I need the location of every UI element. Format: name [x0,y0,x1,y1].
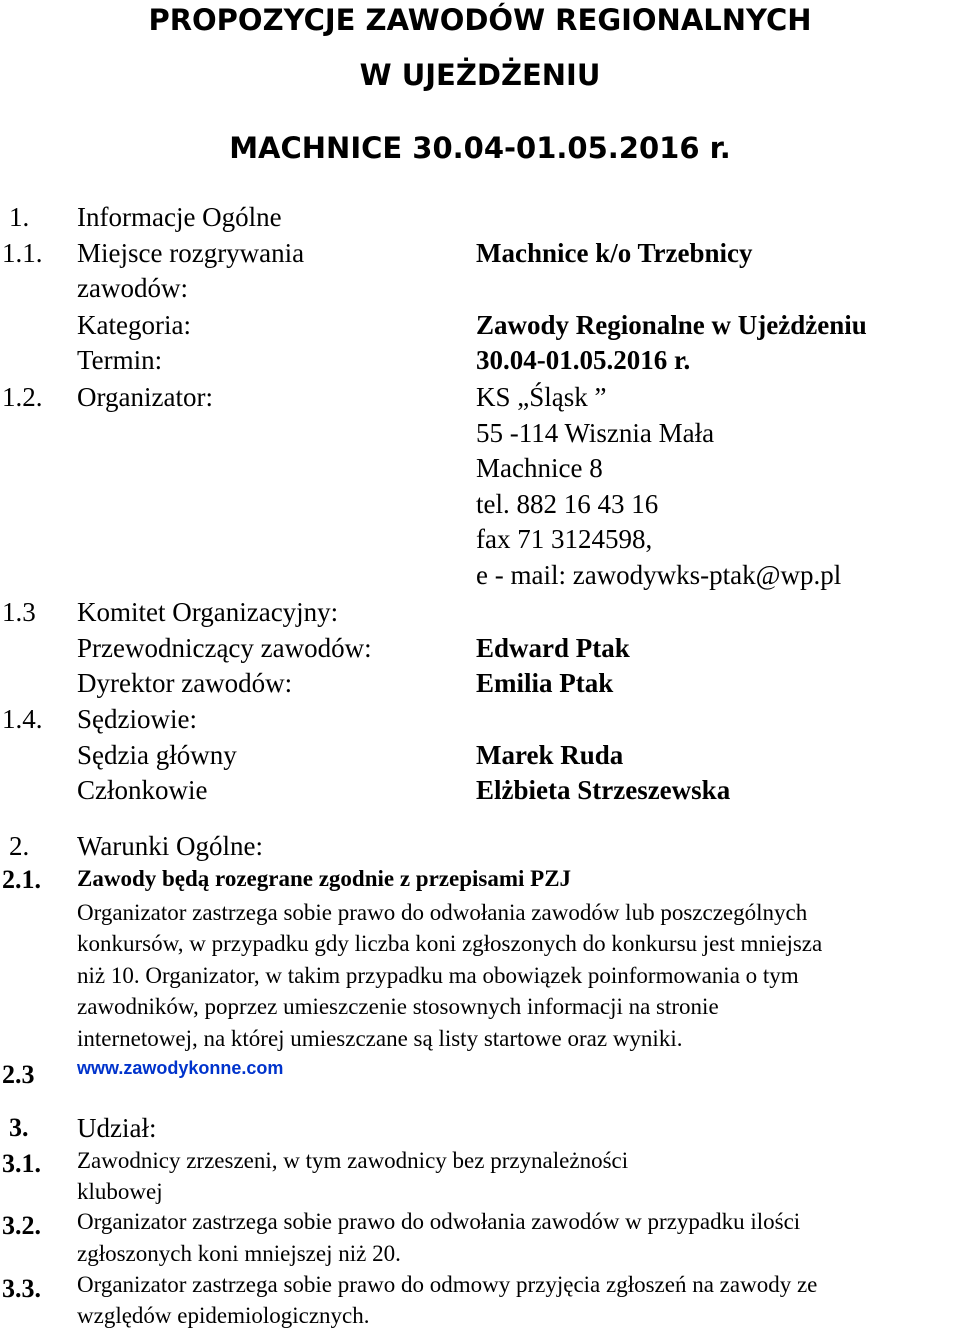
section-1-1-number: 1.1. [2,238,43,268]
conditions-line-4: zawodników, poprzez umieszczenie stosownych informacji na stronie [77,994,719,1019]
head-judge-value: Marek Ruda [476,740,624,770]
organizer-name: KS „Śląsk ” [476,382,607,412]
section-1-heading: Informacje Ogólne [77,202,282,232]
conditions-line-1: Organizator zastrzega sobie prawo do odwołania zawodów lub poszczególnych [77,900,808,925]
conditions-line-2: konkursów, w przypadku gdy liczba koni zgłoszonych do konkursu jest mniejsza [77,931,823,956]
section-1-3-number: 1.3 [2,597,36,627]
category-label: Kategoria: [77,310,191,340]
chair-value: Edward Ptak [476,633,630,663]
chair-label: Przewodniczący zawodów: [77,633,372,663]
organizer-phone: tel. 882 16 43 16 [476,489,659,519]
judges-label: Sędziowie: [77,704,197,734]
participation-line-2: klubowej [77,1179,163,1204]
epidemiology-line-1: Organizator zastrzega sobie prawo do odmowy przyjęcia zgłoszeń na zawody ze [77,1272,818,1297]
section-3-1-number: 3.1. [2,1149,41,1178]
category-value: Zawody Regionalne w Ujeżdżeniu [476,310,867,340]
doc-title-line2: W UJEŻDŻENIU [359,58,601,92]
venue-label-line2: zawodów: [77,273,188,303]
committee-label: Komitet Organizacyjny: [77,597,339,627]
organizer-fax: fax 71 3124598, [476,524,653,554]
members-value: Elżbieta Strzeszewska [476,775,731,805]
cancellation-line-2: zgłoszonych koni mniejszej niż 20. [77,1241,401,1266]
section-3-2-number: 3.2. [2,1211,41,1240]
organizer-street: Machnice 8 [476,453,603,483]
venue-value: Machnice k/o Trzebnicy [476,238,753,268]
section-2-3-number: 2.3 [2,1060,35,1089]
section-2-heading: Warunki Ogólne: [77,831,264,861]
epidemiology-line-2: względów epidemiologicznych. [77,1303,370,1328]
cancellation-line-1: Organizator zastrzega sobie prawo do odwołania zawodów w przypadku ilości [77,1209,801,1234]
section-3-3-number: 3.3. [2,1274,41,1303]
results-website-link[interactable]: www.zawodykonne.com [77,1058,284,1078]
term-label: Termin: [77,345,163,375]
section-3-heading: Udział: [77,1113,157,1143]
section-2-1-number: 2.1. [2,865,41,894]
head-judge-label: Sędzia główny [77,740,237,770]
section-1-number: 1. [9,202,30,232]
section-1-2-number: 1.2. [2,382,43,412]
conditions-line-5: internetowej, na której umieszczane są listy startowe oraz wyniki. [77,1026,683,1051]
members-label: Członkowie [77,775,208,805]
doc-title-line1: PROPOZYCJE ZAWODÓW REGIONALNYCH [148,3,812,37]
conditions-line-3: niż 10. Organizator, w takim przypadku ma obowiązek poinformowania o tym [77,963,799,988]
organizer-postcode: 55 -114 Wisznia Mała [476,418,715,448]
venue-label-line1: Miejsce rozgrywania [77,238,305,268]
director-label: Dyrektor zawodów: [77,668,293,698]
doc-title-line3: MACHNICE 30.04-01.05.2016 r. [229,131,731,165]
organizer-email: e - mail: zawodywks-ptak@wp.pl [476,560,842,590]
section-2-number: 2. [9,831,30,861]
section-1-4-number: 1.4. [2,704,43,734]
pzj-rules-text: Zawody będą rozegrane zgodnie z przepisami PZJ [77,866,572,891]
term-value: 30.04-01.05.2016 r. [476,345,691,375]
director-value: Emilia Ptak [476,668,614,698]
participation-line-1: Zawodnicy zrzeszeni, w tym zawodnicy bez przynależności [77,1148,629,1173]
organizer-label: Organizator: [77,382,213,412]
section-3-number: 3. [9,1113,29,1142]
